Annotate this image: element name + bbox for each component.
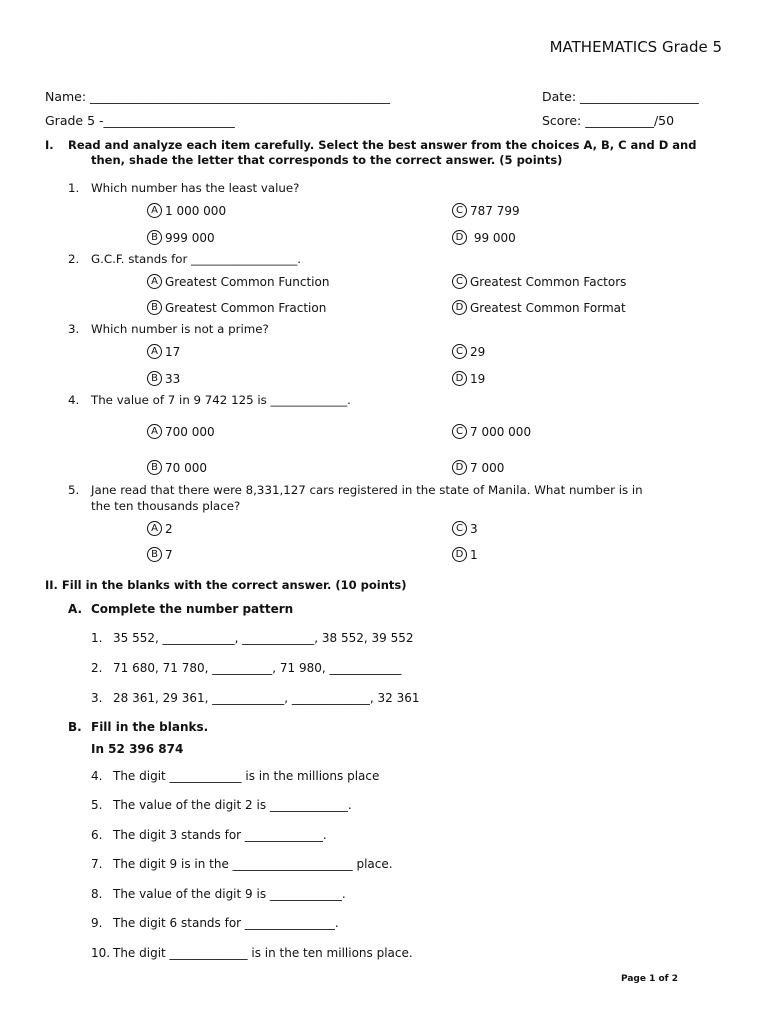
fill-item-text[interactable]: 35 552, ____________, ____________, 38 552, 39 552 <box>113 631 414 645</box>
option-d[interactable] <box>452 460 504 475</box>
option-text: Greatest Common Format <box>470 300 626 315</box>
option-letter-circle[interactable]: C <box>452 203 467 218</box>
option-letter-circle[interactable]: D <box>452 371 467 386</box>
section-b-label: B. <box>68 720 82 734</box>
option-letter-circle[interactable]: A <box>147 424 162 439</box>
part2-heading: II. Fill in the blanks with the correct answer. (10 points) <box>45 578 407 592</box>
option-c[interactable] <box>452 521 478 536</box>
question-number: 5. <box>68 483 80 497</box>
fill-item-number: 10. <box>91 946 111 960</box>
option-text: 7 000 000 <box>470 424 532 439</box>
section-b-heading: Fill in the blanks. <box>91 720 209 734</box>
option-letter-circle[interactable]: D <box>452 547 467 562</box>
question-text: Jane read that there were 8,331,127 cars registered in the state of Manila. What number is in <box>91 483 643 497</box>
option-b[interactable] <box>147 547 173 562</box>
option-b[interactable] <box>147 371 180 386</box>
fill-item-number: 7. <box>91 857 103 871</box>
question-number: 1. <box>68 181 80 195</box>
fill-item-text[interactable]: The value of the digit 9 is ____________. <box>113 887 346 901</box>
fill-item-text[interactable]: The digit ____________ is in the millions place <box>113 769 380 783</box>
fill-item-text[interactable]: 28 361, 29 361, ____________, _____________, 32 361 <box>113 691 420 705</box>
part1-number: I. <box>45 138 54 152</box>
option-letter-circle[interactable]: B <box>147 460 162 475</box>
option-text: 700 000 <box>165 424 215 439</box>
option-letter-circle[interactable]: C <box>452 424 467 439</box>
fill-item-number: 4. <box>91 769 103 783</box>
fill-item-text[interactable]: The digit 3 stands for _____________. <box>113 828 327 842</box>
option-letter-circle[interactable]: B <box>147 371 162 386</box>
question-text: The value of 7 in 9 742 125 is _____________. <box>91 393 351 407</box>
question-number: 2. <box>68 252 80 266</box>
option-letter-circle[interactable]: D <box>452 460 467 475</box>
option-b[interactable] <box>147 460 207 475</box>
option-letter-circle[interactable]: D <box>452 300 467 315</box>
option-letter-circle[interactable]: B <box>147 230 162 245</box>
option-text: 2 <box>165 521 173 536</box>
question-text-cont: the ten thousands place? <box>91 499 241 513</box>
fill-item-number: 3. <box>91 691 103 705</box>
option-text: 7 <box>165 547 173 562</box>
page-number: Page 1 of 2 <box>621 974 678 984</box>
option-text: 19 <box>470 371 486 386</box>
fill-item-text[interactable]: The value of the digit 2 is _____________. <box>113 798 352 812</box>
option-text: 17 <box>165 344 181 359</box>
option-d[interactable] <box>452 547 478 562</box>
option-text: 70 000 <box>165 460 207 475</box>
option-text: 29 <box>470 344 486 359</box>
section-a-label: A. <box>68 602 83 616</box>
option-d[interactable] <box>452 371 485 386</box>
option-letter-circle[interactable]: C <box>452 521 467 536</box>
question-number: 4. <box>68 393 80 407</box>
option-a[interactable] <box>147 344 180 359</box>
score-field[interactable]: Score: ___________/50 <box>542 113 675 128</box>
option-letter-circle[interactable]: C <box>452 274 467 289</box>
date-field[interactable]: Date: ___________________ <box>542 89 699 104</box>
section-a-heading: Complete the number pattern <box>91 602 294 616</box>
option-d[interactable] <box>452 300 626 315</box>
option-a[interactable] <box>147 203 226 218</box>
fill-item-number: 5. <box>91 798 103 812</box>
question-text: Which number is not a prime? <box>91 322 269 336</box>
option-letter-circle[interactable]: A <box>147 274 162 289</box>
option-b[interactable] <box>147 230 215 245</box>
option-text: 33 <box>165 371 181 386</box>
section-b-number: In 52 396 874 <box>91 742 184 756</box>
option-text: 99 000 <box>470 230 516 245</box>
option-c[interactable] <box>452 274 626 289</box>
option-text: 3 <box>470 521 478 536</box>
fill-item-number: 2. <box>91 661 103 675</box>
option-a[interactable] <box>147 424 215 439</box>
option-c[interactable] <box>452 424 531 439</box>
name-field[interactable]: Name: ________________________________________________ <box>45 89 391 104</box>
question-text: Which number has the least value? <box>91 181 300 195</box>
option-a[interactable] <box>147 521 173 536</box>
page-title: MATHEMATICS Grade 5 <box>549 38 722 56</box>
fill-item-number: 1. <box>91 631 103 645</box>
option-text: 787 799 <box>470 203 520 218</box>
option-text: 1 <box>470 547 478 562</box>
fill-item-text[interactable]: The digit _____________ is in the ten millions place. <box>113 946 413 960</box>
fill-item-text[interactable]: The digit 6 stands for _______________. <box>113 916 339 930</box>
grade-field[interactable]: Grade 5 -_____________________ <box>45 113 235 128</box>
question-number: 3. <box>68 322 80 336</box>
fill-item-text[interactable]: 71 680, 71 780, __________, 71 980, ____________ <box>113 661 402 675</box>
option-c[interactable] <box>452 203 520 218</box>
option-text: Greatest Common Function <box>165 274 330 289</box>
option-c[interactable] <box>452 344 485 359</box>
question-text: G.C.F. stands for __________________. <box>91 252 302 266</box>
option-text: Greatest Common Fraction <box>165 300 327 315</box>
option-letter-circle[interactable]: A <box>147 521 162 536</box>
option-letter-circle[interactable]: B <box>147 547 162 562</box>
fill-item-number: 6. <box>91 828 103 842</box>
option-b[interactable] <box>147 300 326 315</box>
option-text: Greatest Common Factors <box>470 274 627 289</box>
option-text: 999 000 <box>165 230 215 245</box>
fill-item-number: 8. <box>91 887 103 901</box>
option-a[interactable] <box>147 274 329 289</box>
fill-item-number: 9. <box>91 916 103 930</box>
option-letter-circle[interactable]: B <box>147 300 162 315</box>
part1-instruction-line2: then, shade the letter that corresponds to the correct answer. (5 points) <box>91 153 563 167</box>
fill-item-text[interactable]: The digit 9 is in the ____________________ place. <box>113 857 393 871</box>
option-letter-circle[interactable]: D <box>452 230 467 245</box>
part1-instruction-line1: Read and analyze each item carefully. Select the best answer from the choices A, B, C and D and <box>68 138 697 152</box>
option-letter-circle[interactable]: A <box>147 203 162 218</box>
option-text: 7 000 <box>470 460 505 475</box>
option-d[interactable] <box>452 230 516 245</box>
option-letter-circle[interactable]: C <box>452 344 467 359</box>
option-letter-circle[interactable]: A <box>147 344 162 359</box>
option-text: 1 000 000 <box>165 203 227 218</box>
